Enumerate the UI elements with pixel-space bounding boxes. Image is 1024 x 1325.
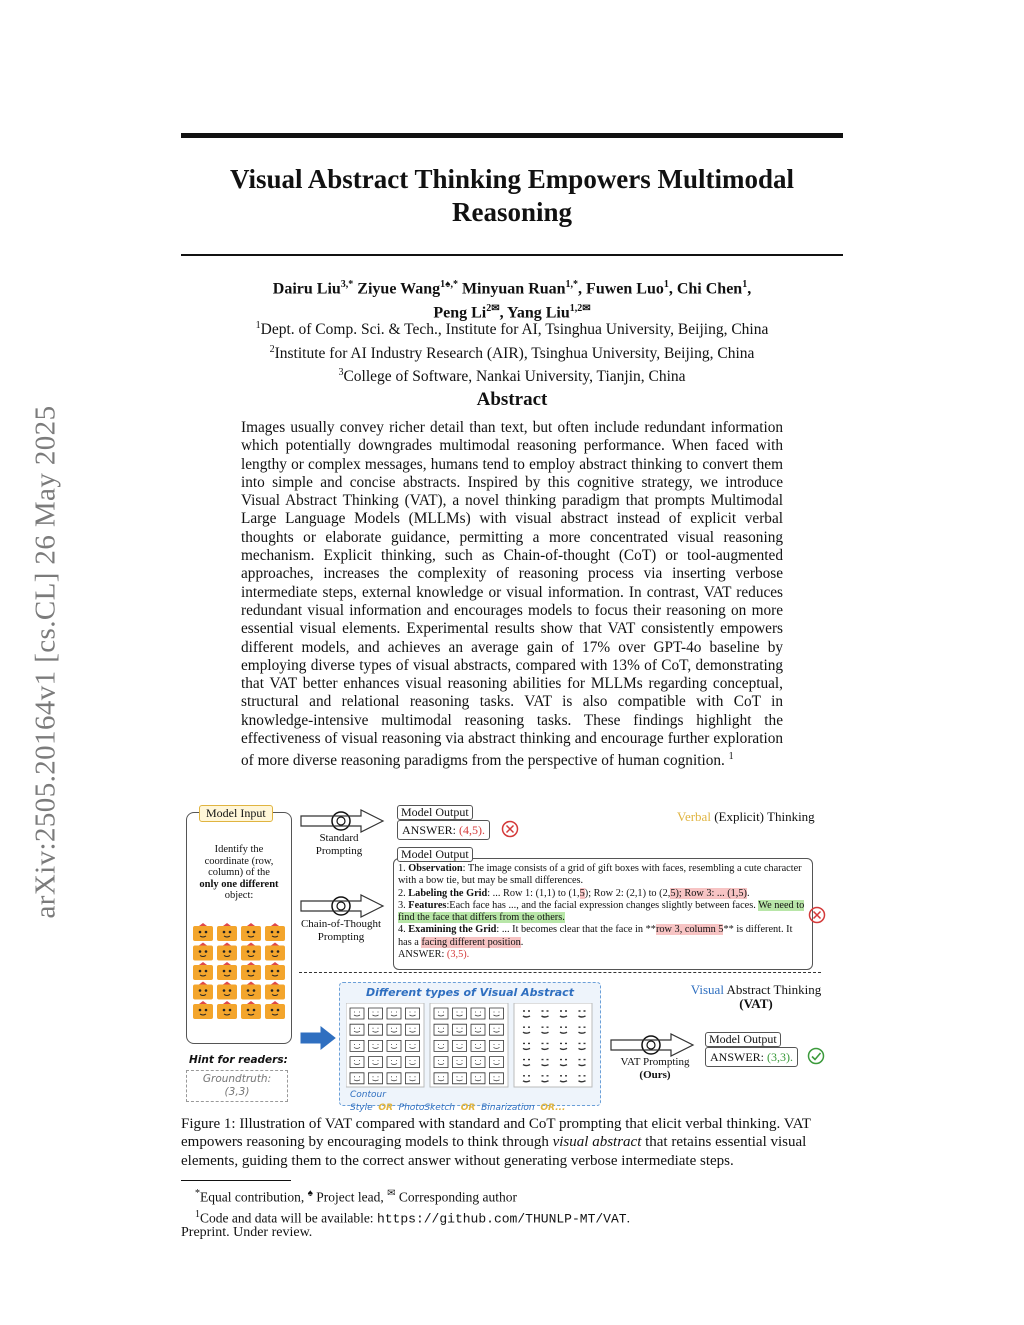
vat-title: Visual Abstract Thinking (VAT)	[690, 982, 822, 1011]
gift-box-icon	[241, 1001, 261, 1019]
cot-step-3: 3. Features:Each face has ..., and the facial expression changes slightly between faces. We need to find the face that differs from the others.	[398, 899, 805, 924]
gift-box-icon	[193, 1001, 213, 1019]
gift-box-icon	[193, 923, 213, 941]
cot-output-box	[393, 858, 813, 970]
gift-box-icon	[193, 943, 213, 961]
cot-step-1: 1. Observation: The image consists of a grid of gift boxes with faces, resembling a cute character with a bow tie, but may be small differences.	[398, 863, 802, 887]
cot-output-label: Model Output	[397, 847, 473, 862]
wrong-icon	[501, 820, 519, 838]
footnote-rule	[181, 1180, 291, 1181]
author: Dairu Liu	[272, 280, 341, 298]
abstract-arrow-icon	[299, 1025, 337, 1051]
gift-box-icon	[265, 943, 285, 961]
paper-title: Visual Abstract Thinking Empowers Multimodal Reasoning	[229, 164, 795, 227]
gift-box-icon	[217, 923, 237, 941]
abstract-sketches-svg	[346, 1003, 594, 1089]
author: Peng Li	[433, 304, 487, 322]
gift-box-icon	[265, 1001, 285, 1019]
standard-answer: ANSWER: (4,5).	[397, 820, 490, 840]
gift-box-icon	[265, 962, 285, 980]
gift-box-icon	[265, 982, 285, 1000]
openai-logo-icon	[332, 897, 350, 915]
gift-box-icon	[217, 962, 237, 980]
style-options: Contour Style OR PhotoSketch OR Binarization OR...	[350, 1090, 566, 1113]
author: Yang Liu	[507, 304, 570, 322]
arxiv-stamp: arXiv:2505.20164v1 [cs.CL] 26 May 2025	[29, 405, 62, 919]
model-input-label: Model Input	[199, 805, 273, 822]
author: Chi Chen	[676, 280, 743, 298]
gift-box-icon	[193, 982, 213, 1000]
question-text: Identify the coordinate (row, column) of the only one different object:	[199, 844, 279, 901]
gift-box-icon	[241, 962, 261, 980]
abstract-heading: Abstract	[476, 389, 548, 410]
figure-1	[181, 800, 843, 1112]
title-bottom-rule	[181, 254, 843, 256]
wrong-icon	[808, 906, 826, 924]
model-output-label: Model Output	[397, 805, 473, 820]
gift-box-icon	[241, 943, 261, 961]
abstract-text: Images usually convey richer detail than text, but often include redundant information which potentially downgrades multimodal reasoning performance. When faced with lengthy or complex messages, humans tend to employ abstract thinking to convert them into simple and concise abstracts. Inspired by this cognitive strategy, we introduce Visual Abstract Thinking (VAT), a novel thinking paradigm that prompts Multimodal Large Language Models (MLLMs) with visual abstract instead of explicit verbal thoughts or elaborate guidance, permitting a more concentrated visual reasoning mechanism. Explicit thinking, such as Chain-of-thought (CoT) or tool-augmented approaches, increases the complexity of reasoning process via inserting verbose intermediate steps, external knowledge or visual information. In contrast, VAT reduces redundant visual information and encourages models to focus their reasoning on more essential visual elements. Experimental results show that VAT consistently empowers different models, and achieves an average gain of 17% over GPT-4o baseline by employing diverse types of visual abstracts, compared with 13% of CoT, demonstrating that VAT better enhances visual reasoning abilities for MLLMs regarding conceptual, structural and relational reasoning tasks. VAT is also compatible with CoT in knowledge-intensive multimodal reasoning tasks. These findings highlight the effectiveness of visual reasoning via abstract thinking and encourage further exploration of more diverse reasoning paradigms from the perspective of human cognition. $^1$	[241, 419, 783, 770]
footnote-mark: 1	[728, 751, 734, 763]
groundtruth-box: Groundtruth: (3,3)	[186, 1070, 288, 1102]
preprint-note: Preprint. Under review.	[181, 1225, 313, 1240]
correct-icon	[807, 1047, 825, 1065]
vat-output-label: Model Output	[705, 1032, 781, 1047]
gift-box-icon	[241, 923, 261, 941]
hint-label: Hint for readers:	[189, 1054, 288, 1066]
affiliation: $^1$Dept. of Comp. Sci. & Tech., Institute for AI, Tsinghua University, Beijing, China	[255, 320, 769, 339]
figure-caption: Figure 1: Illustration of VAT compared with standard and CoT prompting that elicit verbal thinking. VAT empowers reasoning by encouraging models to think through visual abstract that retains essential visual elements, guiding them to the correct answer without generating verbose intermediate steps.	[181, 1116, 811, 1169]
visual-abstract-panel	[339, 982, 601, 1113]
gift-box-icon	[241, 982, 261, 1000]
vat-prompting-label: VAT Prompting (Ours)	[620, 1056, 690, 1081]
gift-box-icon	[265, 923, 285, 941]
gift-box-icon	[217, 1001, 237, 1019]
code-link[interactable]: https://github.com/THUNLP-MT/VAT	[376, 1211, 627, 1226]
footnote-1: *Equal contribution, ♠ Project lead, ✉ Corresponding author	[195, 1188, 518, 1205]
author: Ziyue Wang	[357, 280, 441, 298]
affiliation: $^3$College of Software, Nankai University, Tianjin, China	[338, 367, 686, 386]
verbal-thinking-title: Verbal (Explicit) Thinking	[677, 809, 815, 824]
openai-logo-icon	[332, 812, 350, 830]
affiliation: $^2$Institute for AI Industry Research (AIR), Tsinghua University, Beijing, China	[269, 343, 755, 362]
cot-step-4: 4. Examining the Grid: ... It becomes clear that the face in **row 3, column 5** is different. It has a facing different position.	[398, 924, 793, 948]
author: Minyuan Ruan	[461, 280, 566, 298]
affiliations	[181, 316, 843, 387]
gift-box-grid-svg	[191, 922, 287, 1020]
cot-answer: ANSWER: (3,5).	[398, 949, 470, 961]
cot-prompting-label: Chain-of-Thought Prompting	[300, 918, 382, 943]
openai-logo-icon	[642, 1036, 660, 1054]
gift-box-icon	[193, 962, 213, 980]
gift-box-icon	[217, 943, 237, 961]
vat-answer: ANSWER: (3,3).	[705, 1047, 798, 1067]
author-line-2: Peng $Li^{2✉}$, Yang Liu$^{1,2✉}$	[433, 303, 591, 322]
title-top-rule	[181, 133, 843, 138]
author-line-1: Dairu Liu$^{3,*}$ Ziyue Wang$^{1♠,*}$ Minyuan Ruan$^{1,*}$, Fuwen Luo$^1$, Chi Chen$^1$,	[272, 279, 752, 298]
abstract-grids	[346, 1003, 594, 1089]
gift-box-grid	[191, 922, 287, 1020]
standard-prompting-label: Standard Prompting	[315, 832, 363, 857]
footnotes	[195, 1185, 630, 1227]
abstract-panel-frame	[514, 1003, 592, 1087]
section-divider	[299, 972, 821, 973]
footnote-2: $^1$Code and data will be available: https://github.com/THUNLP-MT/VAT.	[195, 1208, 630, 1226]
cot-step-2: 2. Labeling the Grid: ... Row 1: (1,1) to (1,5); Row 2: (2,1) to (2,5); Row 3: ... (1,5).	[398, 887, 750, 899]
visual-abstract-title: Different types of Visual Abstract	[366, 986, 574, 999]
gift-box-icon	[217, 982, 237, 1000]
author: Fuwen Luo	[586, 280, 664, 298]
